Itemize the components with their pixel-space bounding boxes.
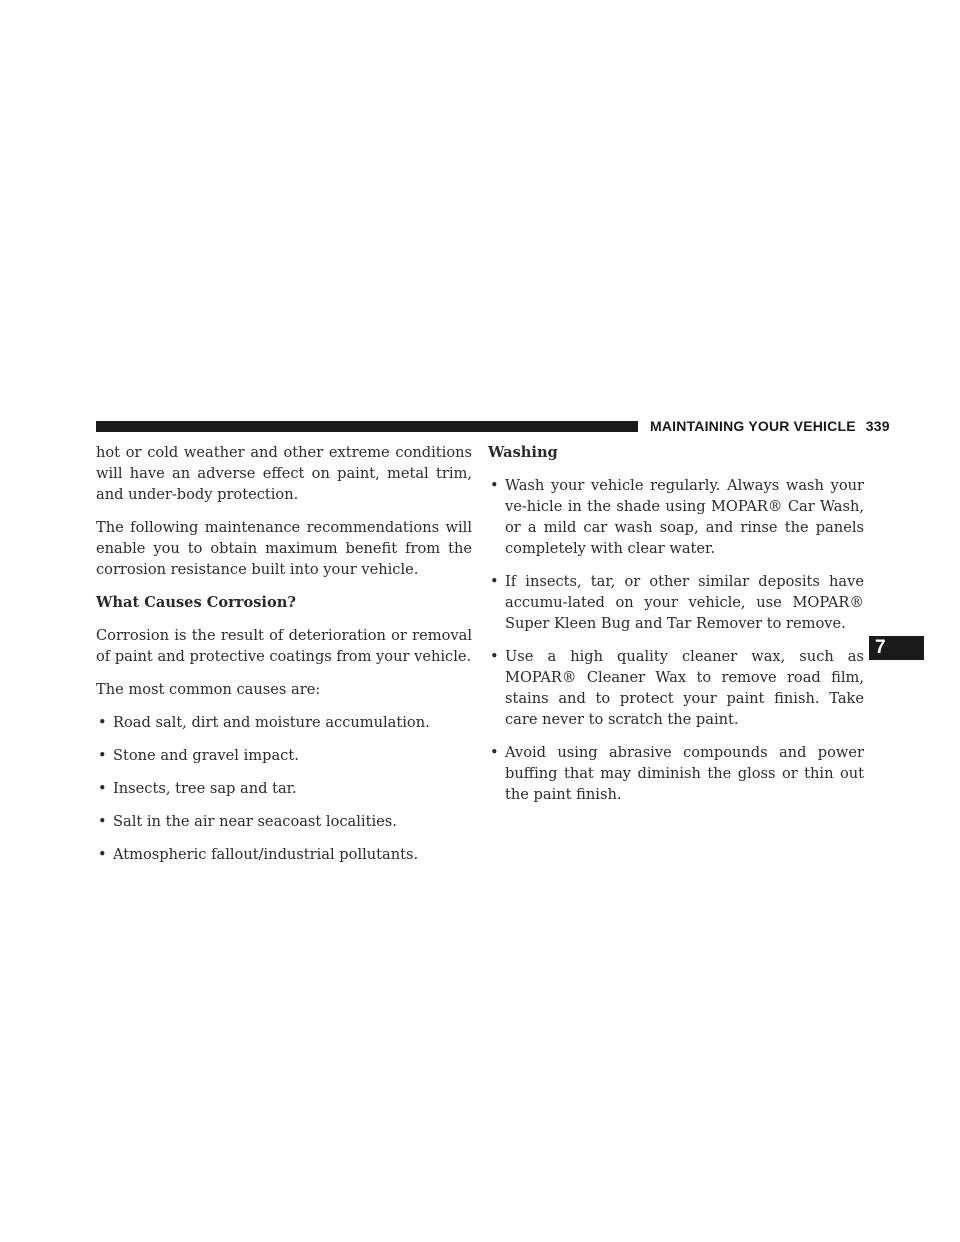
paragraph: The most common causes are: [96, 681, 321, 698]
header-rule [96, 421, 638, 432]
page-number: 339 [865, 418, 890, 434]
bullet: • [490, 573, 499, 590]
washing-list [488, 475, 864, 805]
bullet: • [490, 744, 499, 761]
bullet: • [490, 477, 499, 494]
list-item: • If insects, tar, or other similar deposits have accumu-lated on your vehicle, use MOPAR® Super Kleen Bug and Tar Remover to remove. [490, 573, 864, 632]
list-item: • Use a high quality cleaner wax, such as MOPAR® Cleaner Wax to remove road film, stains and to protect your paint finish. Take care never to scratch the paint. [490, 648, 864, 728]
bullet: • [98, 813, 107, 830]
bullet: • [98, 846, 107, 863]
paragraph: hot or cold weather and other extreme conditions will have an adverse effect on paint, metal trim, and under-body protection. [96, 444, 472, 503]
list-item: • Salt in the air near seacoast localities. [98, 813, 397, 830]
running-header [650, 418, 890, 434]
list-item: • Avoid using abrasive compounds and power buffing that may diminish the gloss or thin out the paint finish. [490, 744, 864, 803]
list-item: • Road salt, dirt and moisture accumulation. [98, 714, 430, 731]
list-item: • Atmospheric fallout/industrial pollutants. [98, 846, 419, 863]
bullet: • [98, 780, 107, 797]
paragraph: The following maintenance recommendations will enable you to obtain maximum benefit from the corrosion resistance built into your vehicle. [96, 519, 472, 578]
list-item: • Insects, tree sap and tar. [98, 780, 297, 797]
section-heading: Washing [488, 444, 558, 461]
bullet: • [490, 648, 499, 665]
list-item: • Wash your vehicle regularly. Always wash your ve-hicle in the shade using MOPAR® Car Wash, or a mild car wash soap, and rinse the panels completely with clear water. [490, 477, 864, 557]
bullet: • [98, 714, 107, 731]
section-heading: What Causes Corrosion? [96, 594, 296, 611]
chapter-tab: 7 [869, 636, 924, 660]
left-column [96, 442, 472, 877]
causes-list [96, 712, 472, 865]
right-column [488, 442, 864, 817]
bullet: • [98, 747, 107, 764]
section-title: MAINTAINING YOUR VEHICLE [650, 418, 856, 434]
paragraph: Corrosion is the result of deterioration or removal of paint and protective coatings from your vehicle. [96, 627, 472, 665]
list-item: • Stone and gravel impact. [98, 747, 299, 764]
